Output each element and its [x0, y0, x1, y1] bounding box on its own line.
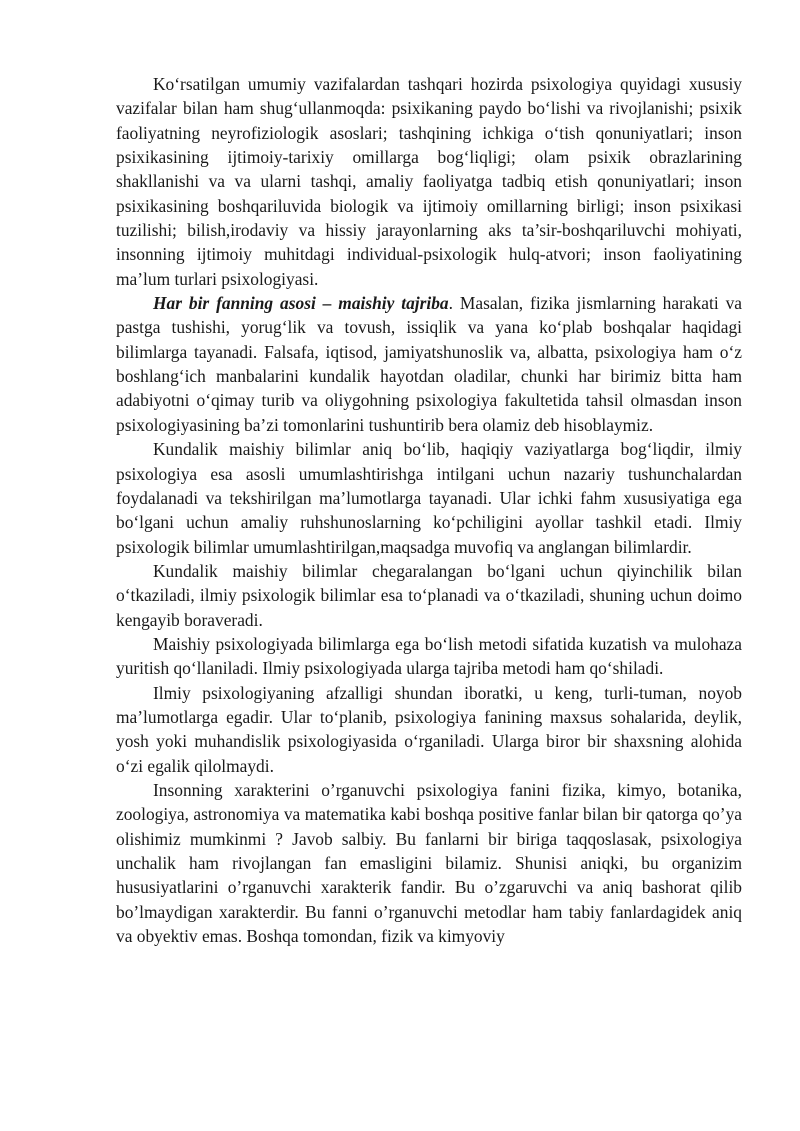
paragraph-7 [116, 778, 742, 948]
document-page [116, 72, 742, 948]
paragraph-text: Ko‘rsatilgan umumiy vazifalardan tashqari hozirda psixologiya quyidagi xususiy vazifalar bilan ham shug‘ullanmoqda: psixikaning paydo bo‘lishi va rivojlanishi; psixik faoliyatning neyrofiziologik asoslari; tashqining ichkiga o‘tish qonuniyatlari; inson psixikasining ijtimoiy-tarixiy omillarga bog‘liqligi; olam psixik obrazlarining shakllanishi va va ularni tashqi, amaliy faoliyatga tadbiq etish qonuniyatlari; inson psixikasining boshqariluvida biologik va ijtimoiy omillarning birligi; inson psixikasi tuzilishi; bilish,irodaviy va hissiy jarayonlarning aks ta’sir-boshqariluvchi mohiyati, insonning ijtimoiy muhitdagi individual-psixologik hulq-atvori; inson faoliyatining ma’lum turlari psixologiyasi. [116, 74, 742, 289]
paragraph-1 [116, 72, 742, 291]
paragraph-6 [116, 681, 742, 778]
paragraph-text: . Masalan, fizika jismlarning harakati va pastga tushishi, yorug‘lik va tovush, issiqlik va yana ko‘plab boshqalar haqidagi bilimlarga tayanadi. Falsafa, iqtisod, jamiyatshunoslik va, albatta, psixologiya ham o‘z boshlang‘ich manbalarini kundalik hayotdan oladilar, chunki har birimiz bitta ham adabiyotni o‘qimay turib va oliygohning psixologiya fakultetida tahsil olmasdan inson psixologiyasining ba’zi tomonlarini tushuntirib bera olamiz deb hisoblaymiz. [116, 293, 742, 435]
paragraph-text: Ilmiy psixologiyaning afzalligi shundan iboratki, u keng, turli-tuman, noyob ma’lumotlarga egadir. Ular to‘planib, psixologiya fanining maxsus sohalarida, deylik, yosh yoki muhandislik psixologiyasida o‘rganiladi. Ularga biror bir shaxsning alohida o‘zi egalik qilolmaydi. [116, 682, 742, 776]
paragraph-2 [116, 291, 742, 437]
paragraph-text: Insonning xarakterini o’rganuvchi psixologiya fanini fizika, kimyo, botanika, zoologiya, astronomiya va matematika kabi boshqa positive fanlar bilan bir qatorga qo’ya olishimiz mumkinmi ? Javob salbiy. Bu fanlarni bir biriga taqqoslasak, psixologiya unchalik ham rivojlangan fan emasligini bilamiz. Shunisi aniqki, bu organizim hususiyatlarini o’rganuvchi xarakterik fandir. Bu o’zgaruvchi va aniq bashorat qilib bo’lmaydigan xarakterdir. Bu fanni o’rganuvchi metodlar ham tabiy fanlardagidek aniq va obyektiv emas. Boshqa tomondan, fizik va kimyoviy [116, 779, 742, 947]
paragraph-text: Maishiy psixologiyada bilimlarga ega bo‘lish metodi sifatida kuzatish va mulohaza yuritish qo‘llaniladi. Ilmiy psixologiyada ularga tajriba metodi ham qo‘shiladi. [116, 633, 742, 679]
paragraph-5 [116, 632, 742, 681]
paragraph-4 [116, 559, 742, 632]
paragraph-3 [116, 437, 742, 559]
paragraph-lead: Har bir fanning asosi – maishiy tajriba [153, 293, 449, 314]
paragraph-text: Kundalik maishiy bilimlar chegaralangan bo‘lgani uchun qiyinchilik bilan o‘tkaziladi, ilmiy psixologik bilimlar esa to‘planadi va o‘tkaziladi, shuning uchun doimo kengayib boraveradi. [116, 560, 742, 630]
paragraph-text: Kundalik maishiy bilimlar aniq bo‘lib, haqiqiy vaziyatlarga bog‘liqdir, ilmiy psixologiya esa asosli umumlashtirishga intilgani uchun nazariy tushunchalardan foydalanadi va tekshirilgan ma’lumotlarga tayanadi. Ular ichki fahm xususiyatiga ega bo‘lgani uchun amaliy ruhshunoslarning ko‘pchiligini ayollar tashkil etadi. Ilmiy psixologik bilimlar umumlashtirilgan,maqsadga muvofiq va anglangan bilimlardir. [116, 439, 742, 557]
